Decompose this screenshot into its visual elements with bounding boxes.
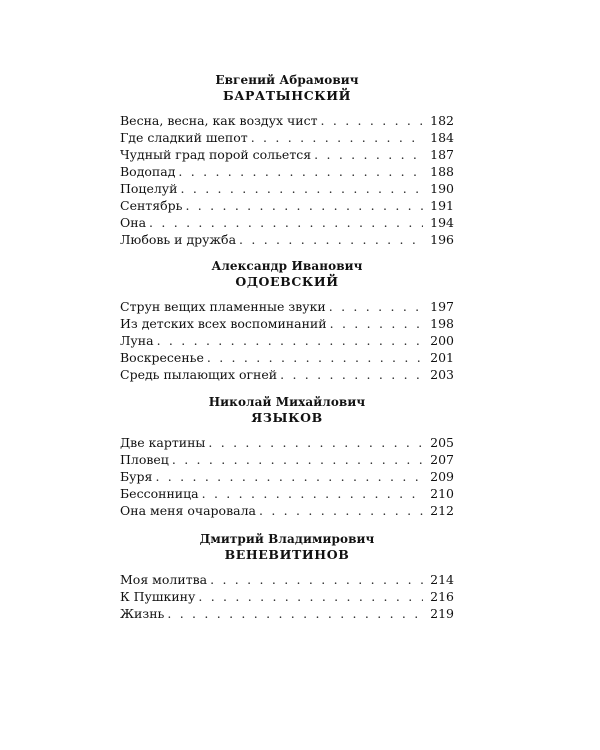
page-number: 194 <box>430 215 454 230</box>
toc-section-odoevsky <box>120 258 454 383</box>
dot-leader <box>198 588 423 605</box>
toc-entry[interactable] <box>120 298 454 315</box>
toc-entry[interactable] <box>120 214 454 231</box>
page-number: 191 <box>430 198 454 213</box>
entry-title: Бессонница <box>120 486 199 501</box>
page-number: 188 <box>430 164 454 179</box>
toc-entry[interactable] <box>120 451 454 468</box>
dot-leader <box>208 434 423 451</box>
page-number: 219 <box>430 606 454 621</box>
dot-leader <box>167 605 423 622</box>
page-number: 214 <box>430 572 454 587</box>
entry-title: Сентябрь <box>120 198 183 213</box>
author-surname: ОДОЕВСКИЙ <box>235 274 339 289</box>
toc-entry[interactable] <box>120 605 454 622</box>
entry-title: Поцелуй <box>120 181 178 196</box>
dot-leader <box>329 298 423 315</box>
toc-entry[interactable] <box>120 485 454 502</box>
page-number: 184 <box>430 130 454 145</box>
entry-title: Чудный град порой сольется <box>120 147 312 162</box>
entry-title: Воскресенье <box>120 350 204 365</box>
dot-leader <box>172 451 423 468</box>
entry-title: Средь пылающих огней <box>120 367 278 382</box>
page-number: 216 <box>430 589 454 604</box>
dot-leader <box>178 163 423 180</box>
dot-leader <box>314 146 423 163</box>
entry-title: К Пушкину <box>120 589 196 604</box>
toc-entry[interactable] <box>120 180 454 197</box>
dot-leader <box>157 332 423 349</box>
toc-entry[interactable] <box>120 163 454 180</box>
entry-title: Луна <box>120 333 154 348</box>
toc-entry[interactable] <box>120 332 454 349</box>
entry-title: Моя молитва <box>120 572 208 587</box>
toc-list <box>120 571 454 622</box>
toc-entry[interactable] <box>120 197 454 214</box>
dot-leader <box>202 485 423 502</box>
dot-leader <box>251 129 423 146</box>
toc-entry[interactable] <box>120 468 454 485</box>
toc-entry[interactable] <box>120 112 454 129</box>
page-number: 205 <box>430 435 454 450</box>
toc-entry[interactable] <box>120 349 454 366</box>
author-surname: БАРАТЫНСКИЙ <box>222 88 352 103</box>
dot-leader <box>259 502 423 519</box>
author-first-names: Николай Михайлович <box>208 395 366 409</box>
toc-entry[interactable] <box>120 366 454 383</box>
page-number: 187 <box>430 147 454 162</box>
entry-title: Она меня очаровала <box>120 503 256 518</box>
toc-list <box>120 298 454 383</box>
entry-title: Струн вещих пламенные звуки <box>120 299 326 314</box>
toc-entry[interactable] <box>120 502 454 519</box>
entry-title: Она <box>120 215 147 230</box>
dot-leader <box>330 315 423 332</box>
entry-title: Где сладкий шепот <box>120 130 248 145</box>
toc-entry[interactable] <box>120 315 454 332</box>
page-number: 190 <box>430 181 454 196</box>
toc-section-baratynsky <box>120 72 454 248</box>
toc-entry[interactable] <box>120 434 454 451</box>
page-number: 203 <box>430 367 454 382</box>
author-first-names: Александр Иванович <box>211 259 363 273</box>
page-number: 197 <box>430 299 454 314</box>
entry-title: Весна, весна, как воздух чист <box>120 113 318 128</box>
dot-leader <box>185 197 423 214</box>
author-first-names: Дмитрий Владимирович <box>199 532 375 546</box>
toc-entry[interactable] <box>120 588 454 605</box>
entry-title: Из детских всех воспоминаний <box>120 316 327 331</box>
dot-leader <box>155 468 423 485</box>
toc-section-yazykov <box>120 394 454 519</box>
toc-entry[interactable] <box>120 146 454 163</box>
entry-title: Две картины <box>120 435 206 450</box>
toc-section-venevitinov <box>120 531 454 622</box>
page-number: 210 <box>430 486 454 501</box>
author-surname: ВЕНЕВИТИНОВ <box>224 547 350 562</box>
dot-leader <box>181 180 424 197</box>
dot-leader <box>210 571 423 588</box>
author-first-names: Евгений Абрамович <box>215 73 359 87</box>
page-number: 182 <box>430 113 454 128</box>
toc-entry[interactable] <box>120 571 454 588</box>
page-number: 212 <box>430 503 454 518</box>
page-number: 198 <box>430 316 454 331</box>
page-number: 207 <box>430 452 454 467</box>
page-number: 209 <box>430 469 454 484</box>
entry-title: Водопад <box>120 164 176 179</box>
toc-entry[interactable] <box>120 231 454 248</box>
toc-entry[interactable] <box>120 129 454 146</box>
author-surname: ЯЗЫКОВ <box>251 410 323 425</box>
dot-leader <box>321 112 424 129</box>
entry-title: Буря <box>120 469 153 484</box>
dot-leader <box>239 231 423 248</box>
toc-list <box>120 434 454 519</box>
entry-title: Пловец <box>120 452 169 467</box>
dot-leader <box>149 214 423 231</box>
entry-title: Любовь и дружба <box>120 232 237 247</box>
dot-leader <box>207 349 423 366</box>
page-number: 200 <box>430 333 454 348</box>
dot-leader <box>280 366 423 383</box>
page-number: 196 <box>430 232 454 247</box>
page-number: 201 <box>430 350 454 365</box>
toc-list <box>120 112 454 248</box>
entry-title: Жизнь <box>120 606 165 621</box>
